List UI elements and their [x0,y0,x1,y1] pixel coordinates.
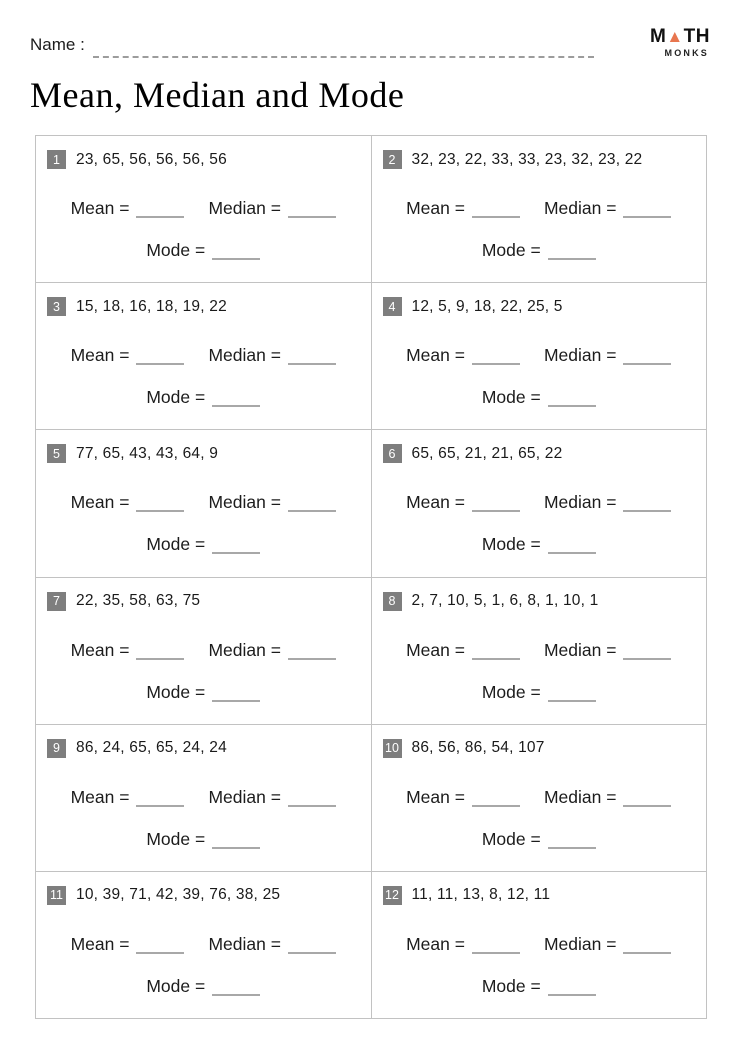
mode-answer-blank [212,992,260,996]
problem-values-row [383,444,701,463]
problem-values-row [47,150,365,169]
problem-number-badge: 7 [47,592,66,611]
mean-answer-blank [472,803,520,807]
median-answer-blank [623,214,671,218]
mean-item [71,492,185,513]
problem-number-list: 32, 23, 22, 33, 33, 23, 32, 23, 22 [411,150,643,168]
mean-label: Mean = [70,639,130,660]
mean-median-row [36,198,371,219]
problem-values-row [383,150,701,169]
mean-answer-blank [136,361,184,365]
mean-item [71,787,185,808]
mean-label: Mean = [70,198,130,218]
mean-median-row [372,492,707,513]
mean-label: Mean = [406,639,465,660]
mode-row [372,829,707,850]
mean-item [406,640,520,661]
median-answer-blank [623,361,671,365]
problem-values-row [383,297,701,316]
median-item [544,492,671,513]
mode-item [146,829,260,850]
mode-item [146,976,260,997]
mean-median-row [36,934,371,955]
median-item [544,934,671,955]
mean-median-row [372,198,707,219]
problem-number-badge: 12 [383,886,402,905]
problem-cell [36,430,372,577]
problem-number-badge: 3 [47,297,66,316]
problem-values-row [383,739,701,758]
problem-values-row [47,592,365,611]
median-item [544,345,671,366]
mode-item [482,534,596,555]
mode-answer-blank [548,992,596,996]
mode-answer-blank [212,256,260,260]
problem-cell [372,283,708,430]
math-monks-logo [650,27,710,58]
problem-number-list: 23, 65, 56, 56, 56, 56 [76,150,227,168]
mode-row [372,976,707,997]
logo-text-m: M [650,26,667,47]
problem-number-list: 2, 7, 10, 5, 1, 6, 8, 1, 10, 1 [411,592,599,609]
mean-answer-blank [136,508,184,512]
median-answer-blank [288,656,336,660]
mean-answer-blank [136,214,184,218]
mean-answer-blank [136,950,184,954]
mode-item [146,240,260,261]
mean-item [71,345,185,366]
mean-answer-blank [472,508,520,512]
logo-subtext: MONKS [664,48,709,58]
logo-wordmark [650,27,710,46]
mean-label: Mean = [406,345,465,366]
median-item [208,198,335,219]
median-label: Median = [543,198,617,218]
median-item [208,787,335,808]
mode-item [482,682,596,703]
problem-values-row [47,886,365,905]
problem-cell [36,578,372,725]
mode-label: Mode = [481,387,541,408]
mean-answer-blank [472,950,520,954]
problem-cell [372,725,708,872]
mean-label: Mean = [70,933,130,954]
median-answer-blank [288,508,336,512]
median-item [544,640,671,661]
mode-label: Mode = [146,240,206,260]
median-answer-blank [623,950,671,954]
logo-text-th: TH [683,26,710,47]
problem-number-badge: 9 [47,739,66,758]
problem-values-row [47,739,365,758]
problem-cell [372,136,708,283]
problems-grid [35,135,707,1019]
mean-label: Mean = [406,786,465,807]
median-answer-blank [288,214,336,218]
median-label: Median = [208,345,281,366]
problem-number-badge: 10 [383,739,402,758]
median-item [544,198,671,219]
median-answer-blank [623,508,671,512]
median-answer-blank [623,803,671,807]
mode-row [36,829,371,850]
problem-number-badge: 11 [47,886,66,905]
mode-row [36,387,371,408]
median-label: Median = [208,492,281,513]
problem-cell [372,872,708,1019]
page-title: Mean, Median and Mode [30,75,405,115]
problem-number-badge: 1 [47,150,66,169]
median-label: Median = [208,786,281,807]
mean-median-row [36,640,371,661]
problem-values-row [47,444,365,463]
mean-answer-blank [472,361,520,365]
triangle-icon: ▲ [666,27,684,46]
mode-label: Mode = [481,534,541,555]
mode-answer-blank [212,698,260,702]
problem-cell [36,725,372,872]
problem-number-list: 22, 35, 58, 63, 75 [76,592,201,609]
median-item [208,640,335,661]
median-label: Median = [543,639,617,660]
mode-row [372,387,707,408]
median-item [208,345,335,366]
mode-row [372,240,707,261]
mode-answer-blank [212,403,260,407]
median-answer-blank [288,361,336,365]
mode-row [36,976,371,997]
mode-row [36,240,371,261]
median-label: Median = [208,639,281,660]
mean-label: Mean = [70,786,130,807]
median-item [208,492,335,513]
problem-number-badge: 8 [383,592,402,611]
mean-median-row [372,345,707,366]
mean-item [71,934,185,955]
mode-label: Mode = [146,828,206,849]
mean-answer-blank [136,656,184,660]
median-item [544,787,671,808]
problem-number-list: 15, 18, 16, 18, 19, 22 [76,297,227,315]
mean-label: Mean = [406,198,465,218]
problem-number-badge: 4 [383,297,402,316]
median-label: Median = [543,786,617,807]
mean-label: Mean = [406,933,465,954]
median-label: Median = [543,345,617,366]
name-blank-line [93,34,594,58]
problem-cell [36,283,372,430]
mode-item [482,240,596,261]
mean-answer-blank [472,656,520,660]
problem-values-row [383,592,701,611]
mode-label: Mode = [146,387,206,408]
problem-number-badge: 2 [383,150,402,169]
mean-item [406,787,520,808]
mean-label: Mean = [70,345,130,366]
median-label: Median = [208,198,281,218]
problem-number-badge: 5 [47,444,66,463]
header [0,0,742,58]
mode-label: Mode = [481,828,541,849]
mode-item [482,829,596,850]
problem-number-list: 77, 65, 43, 43, 64, 9 [76,444,219,462]
name-label: Name : [30,35,85,54]
median-answer-blank [288,950,336,954]
median-answer-blank [623,656,671,660]
problem-cell [372,578,708,725]
mode-row [36,682,371,703]
median-label: Median = [543,492,617,513]
mode-row [372,534,707,555]
mode-label: Mode = [146,975,206,996]
mode-item [146,682,260,703]
problem-cell [372,430,708,577]
mode-label: Mode = [146,534,206,555]
mean-label: Mean = [70,492,130,513]
problem-number-badge: 6 [383,444,402,463]
mean-item [71,640,185,661]
mean-median-row [36,345,371,366]
mode-label: Mode = [146,681,206,702]
problem-number-list: 86, 56, 86, 54, 107 [411,739,545,757]
mean-answer-blank [136,803,184,807]
mean-answer-blank [472,214,520,218]
mean-item [71,198,185,219]
mode-label: Mode = [481,240,541,260]
mode-label: Mode = [481,975,541,996]
problem-number-list: 11, 11, 13, 8, 12, 11 [411,886,551,904]
problem-cell [36,136,372,283]
mean-item [406,198,520,219]
mode-item [146,534,260,555]
mean-item [406,492,520,513]
mode-item [482,976,596,997]
mode-label: Mode = [481,681,541,702]
mode-row [36,534,371,555]
mean-median-row [372,640,707,661]
median-answer-blank [288,803,336,807]
mode-answer-blank [548,550,596,554]
median-label: Median = [208,933,281,954]
mode-answer-blank [212,550,260,554]
mean-item [406,345,520,366]
mean-median-row [372,787,707,808]
mode-answer-blank [548,403,596,407]
mode-answer-blank [548,256,596,260]
problem-number-list: 86, 24, 65, 65, 24, 24 [76,739,227,757]
mode-item [146,387,260,408]
mode-answer-blank [548,845,596,849]
problem-number-list: 12, 5, 9, 18, 22, 25, 5 [411,297,563,315]
mean-label: Mean = [406,492,465,513]
mean-median-row [36,492,371,513]
mean-median-row [372,934,707,955]
mode-answer-blank [212,845,260,849]
problem-cell [36,872,372,1019]
mode-row [372,682,707,703]
mean-median-row [36,787,371,808]
problem-number-list: 10, 39, 71, 42, 39, 76, 38, 25 [76,886,281,904]
mode-answer-blank [548,698,596,702]
problem-number-list: 65, 65, 21, 21, 65, 22 [411,444,563,462]
median-label: Median = [543,933,617,954]
mean-item [406,934,520,955]
problem-values-row [383,886,701,905]
mode-item [482,387,596,408]
median-item [208,934,335,955]
problem-values-row [47,297,365,316]
